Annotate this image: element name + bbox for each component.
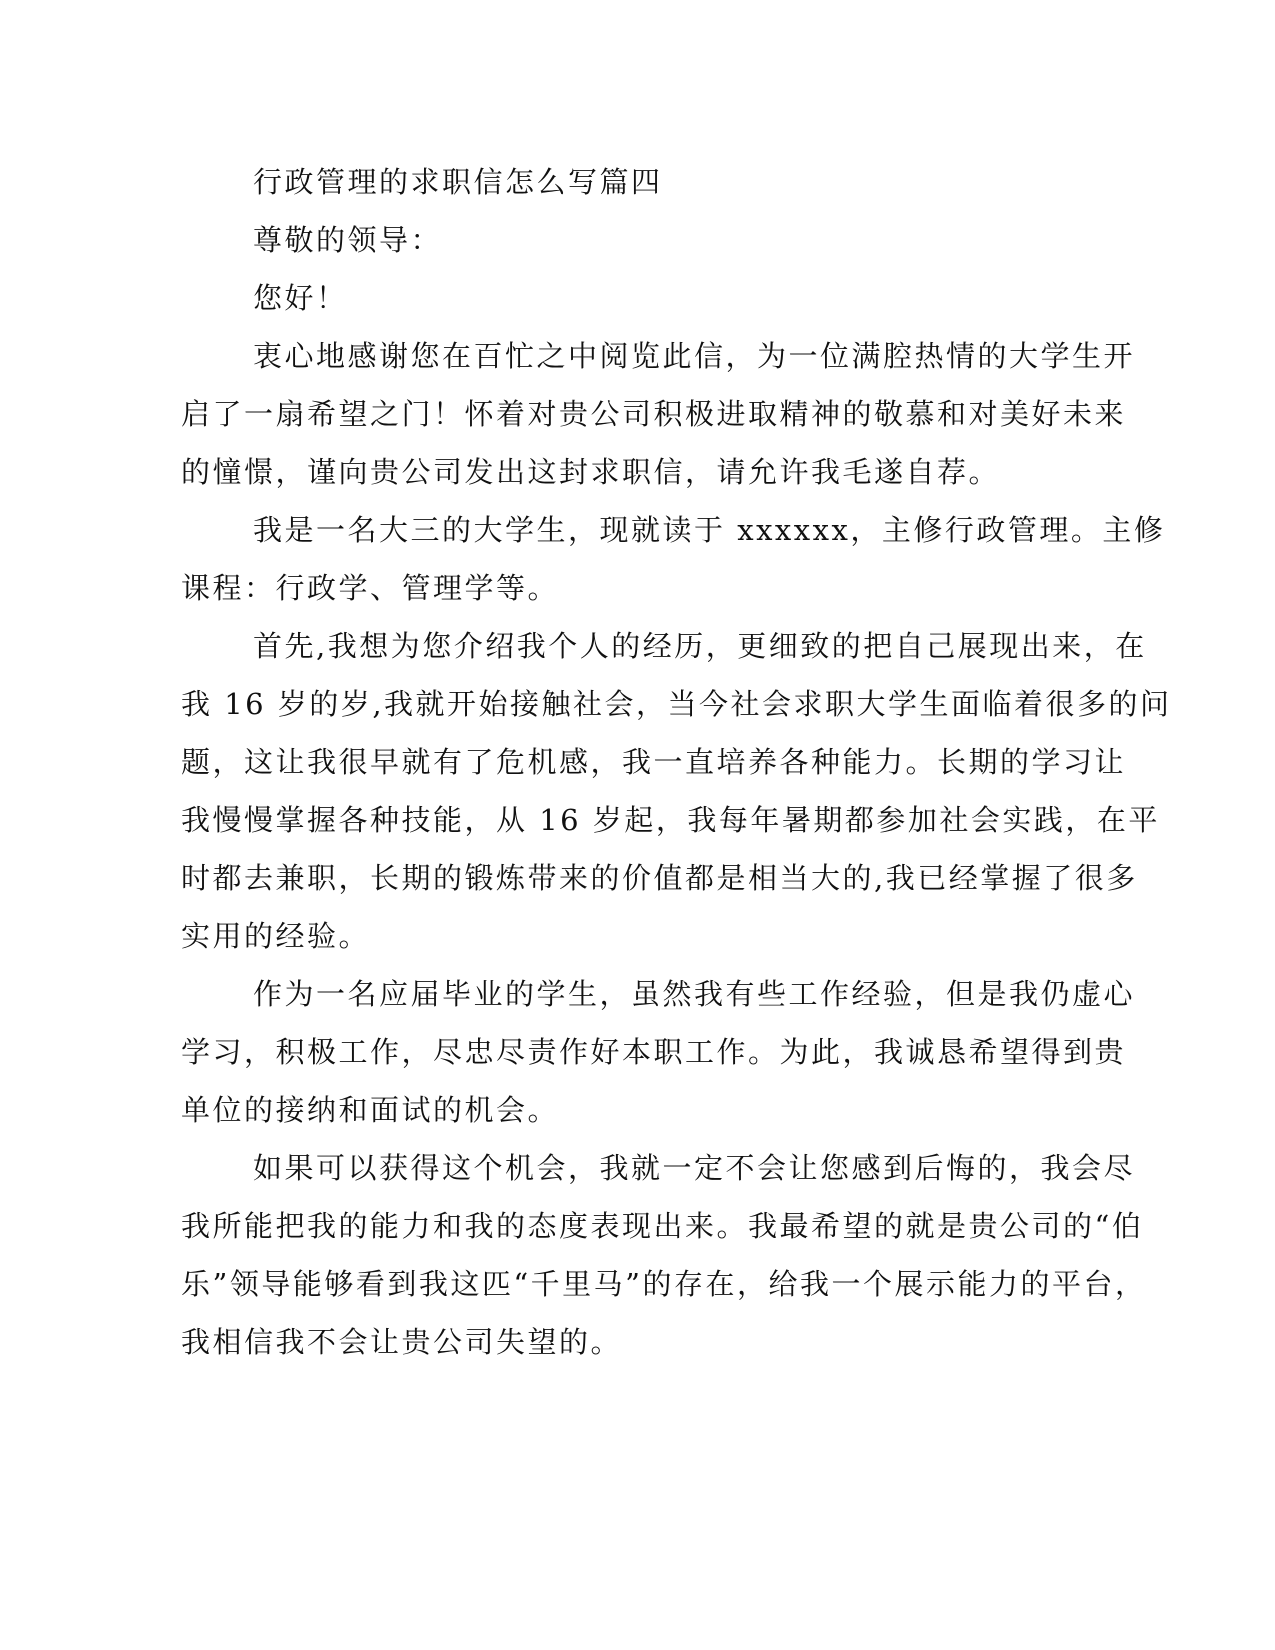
salutation: 尊敬的领导：	[253, 223, 443, 257]
paragraph-introduction	[181, 501, 1166, 617]
paragraph-line: 如果可以获得这个机会，我就一定不会让您感到后悔的，我会尽	[253, 1151, 1136, 1185]
letter-body	[181, 153, 1172, 1371]
paragraph-line: 启了一扇希望之门！怀着对贵公司积极进取精神的敬慕和对美好未来	[181, 397, 1127, 431]
paragraph-line: 实用的经验。	[181, 919, 371, 953]
letter-title: 行政管理的求职信怎么写篇四	[253, 165, 663, 199]
paragraph-line: 乐”领导能够看到我这匹“千里马”的存在，给我一个展示能力的平台，	[181, 1267, 1147, 1301]
paragraph-line: 时都去兼职，长期的锻炼带来的价值都是相当大的,我已经掌握了很多	[181, 861, 1138, 895]
paragraph-thanks	[181, 327, 1136, 501]
paragraph-line: 首先,我想为您介绍我个人的经历，更细致的把自己展现出来，在	[253, 629, 1147, 663]
paragraph-line: 我慢慢掌握各种技能，从 16 岁起，我每年暑期都参加社会实践，在平	[181, 803, 1160, 837]
greeting: 您好！	[253, 281, 348, 315]
paragraph-line: 我所能把我的能力和我的态度表现出来。我最希望的就是贵公司的“伯	[181, 1209, 1144, 1243]
paragraph-closing	[181, 1139, 1147, 1371]
paragraph-line: 我是一名大三的大学生，现就读于 xxxxxx，主修行政管理。主修	[253, 513, 1166, 547]
paragraph-line: 学习，积极工作，尽忠尽责作好本职工作。为此，我诚恳希望得到贵	[181, 1035, 1127, 1069]
paragraph-line: 我 16 岁的岁,我就开始接触社会，当今社会求职大学生面临着很多的问	[181, 687, 1172, 721]
paragraph-experience	[181, 617, 1172, 965]
paragraph-attitude	[181, 965, 1136, 1139]
paragraph-line: 作为一名应届毕业的学生，虽然我有些工作经验，但是我仍虚心	[253, 977, 1136, 1011]
paragraph-line: 课程：行政学、管理学等。	[181, 571, 560, 605]
paragraph-line: 的憧憬，谨向贵公司发出这封求职信，请允许我毛遂自荐。	[181, 455, 1001, 489]
paragraph-line: 衷心地感谢您在百忙之中阅览此信，为一位满腔热情的大学生开	[253, 339, 1136, 373]
paragraph-line: 我相信我不会让贵公司失望的。	[181, 1325, 623, 1359]
paragraph-line: 题，这让我很早就有了危机感，我一直培养各种能力。长期的学习让	[181, 745, 1127, 779]
paragraph-line: 单位的接纳和面试的机会。	[181, 1093, 560, 1127]
